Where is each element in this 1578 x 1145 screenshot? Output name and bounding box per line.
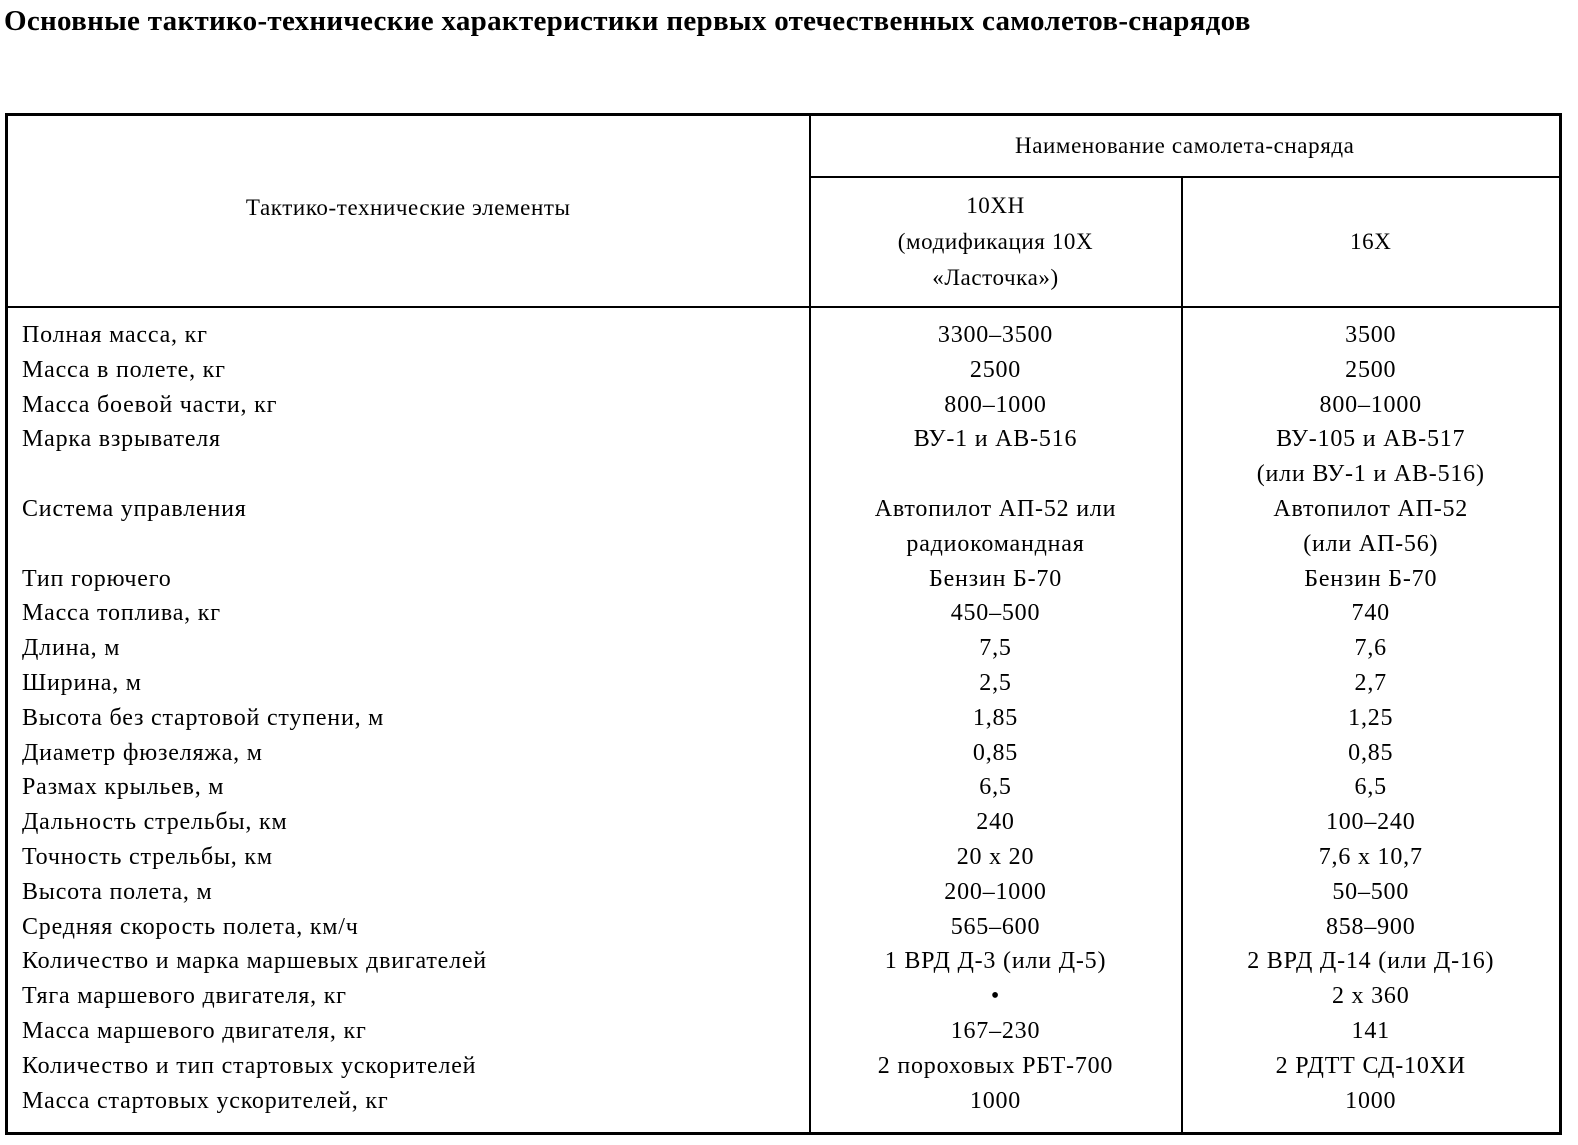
value-10xn bbox=[810, 805, 1182, 840]
table-row bbox=[7, 562, 1561, 597]
value-line: 6,5 bbox=[1354, 774, 1387, 801]
value-line: 7,6 х 10,7 bbox=[1318, 843, 1423, 870]
value-10xn bbox=[810, 1084, 1182, 1134]
value-16x bbox=[1182, 492, 1561, 562]
table-row bbox=[7, 422, 1561, 492]
value-10xn bbox=[810, 840, 1182, 875]
value-line: 0,85 bbox=[972, 739, 1019, 766]
value-line: 800–1000 bbox=[1319, 391, 1422, 418]
header-line: «Ласточка») bbox=[932, 265, 1059, 290]
value-line: 2,5 bbox=[979, 669, 1012, 696]
header-line: (модификация 10Х bbox=[897, 229, 1094, 254]
value-10xn bbox=[810, 562, 1182, 597]
value-10xn bbox=[810, 979, 1182, 1014]
value-line: 167–230 bbox=[950, 1017, 1041, 1044]
table-row bbox=[7, 353, 1561, 388]
table-row bbox=[7, 805, 1561, 840]
row-label: Количество и марка маршевых двигателей bbox=[7, 944, 810, 979]
row-label: Масса боевой части, кг bbox=[7, 388, 810, 423]
value-10xn bbox=[810, 770, 1182, 805]
value-line: 2 ВРД Д-14 (или Д-16) bbox=[1247, 948, 1495, 975]
value-line: 2 РДТТ СД-10ХИ bbox=[1275, 1052, 1466, 1079]
value-line: 800–1000 bbox=[944, 391, 1047, 418]
value-line: • bbox=[990, 983, 1001, 1010]
value-line: 740 bbox=[1351, 600, 1390, 627]
value-16x bbox=[1182, 666, 1561, 701]
value-10xn bbox=[810, 492, 1182, 562]
value-line: 100–240 bbox=[1325, 809, 1416, 836]
value-line: 1000 bbox=[1345, 1087, 1397, 1114]
value-line: Автопилот АП-52 или bbox=[874, 495, 1117, 522]
value-10xn bbox=[810, 701, 1182, 736]
value-16x bbox=[1182, 736, 1561, 771]
value-line: 2 пороховых РБТ-700 bbox=[877, 1052, 1114, 1079]
table-row bbox=[7, 1084, 1561, 1134]
value-10xn bbox=[810, 631, 1182, 666]
value-line: 20 х 20 bbox=[956, 843, 1035, 870]
value-line: 2 х 360 bbox=[1331, 983, 1410, 1010]
value-line: Бензин Б-70 bbox=[1304, 565, 1438, 592]
value-line: 858–900 bbox=[1325, 913, 1416, 940]
header-elements: Тактико-технические элементы bbox=[7, 115, 810, 308]
value-line: 565–600 bbox=[950, 913, 1041, 940]
table-row bbox=[7, 979, 1561, 1014]
value-16x bbox=[1182, 307, 1561, 353]
value-10xn bbox=[810, 1049, 1182, 1084]
row-label: Марка взрывателя bbox=[7, 422, 810, 492]
table-row bbox=[7, 631, 1561, 666]
row-label: Тип горючего bbox=[7, 562, 810, 597]
table-row bbox=[7, 736, 1561, 771]
value-line: 3300–3500 bbox=[937, 322, 1054, 348]
value-16x bbox=[1182, 944, 1561, 979]
row-label: Ширина, м bbox=[7, 666, 810, 701]
value-line: 2500 bbox=[969, 356, 1022, 383]
value-16x bbox=[1182, 910, 1561, 945]
row-label: Размах крыльев, м bbox=[7, 770, 810, 805]
row-label: Система управления bbox=[7, 492, 810, 562]
value-line: 2500 bbox=[1345, 356, 1397, 383]
value-16x bbox=[1182, 1049, 1561, 1084]
table-row bbox=[7, 492, 1561, 562]
value-10xn bbox=[810, 875, 1182, 910]
value-line: 450–500 bbox=[950, 600, 1041, 627]
row-label: Масса стартовых ускорителей, кг bbox=[7, 1084, 810, 1134]
value-line: 3500 bbox=[1345, 322, 1397, 348]
table-row bbox=[7, 910, 1561, 945]
table-row bbox=[7, 840, 1561, 875]
value-line: радиокомандная bbox=[906, 530, 1085, 557]
value-10xn bbox=[810, 307, 1182, 353]
row-label: Масса топлива, кг bbox=[7, 596, 810, 631]
header-line: 10ХН bbox=[966, 193, 1025, 218]
table-row bbox=[7, 388, 1561, 423]
row-label: Точность стрельбы, км bbox=[7, 840, 810, 875]
table-row bbox=[7, 875, 1561, 910]
row-label: Диаметр фюзеляжа, м bbox=[7, 736, 810, 771]
row-label: Масса маршевого двигателя, кг bbox=[7, 1014, 810, 1049]
value-10xn bbox=[810, 596, 1182, 631]
table-row bbox=[7, 1049, 1561, 1084]
table-row bbox=[7, 307, 1561, 353]
value-line: 6,5 bbox=[979, 774, 1012, 801]
value-line: 141 bbox=[1351, 1017, 1390, 1044]
value-line: 1 ВРД Д-3 (или Д-5) bbox=[884, 948, 1107, 975]
row-label: Количество и тип стартовых ускорителей bbox=[7, 1049, 810, 1084]
value-16x bbox=[1182, 631, 1561, 666]
row-label: Масса в полете, кг bbox=[7, 353, 810, 388]
value-line: Автопилот АП-52 bbox=[1273, 495, 1469, 522]
value-16x bbox=[1182, 701, 1561, 736]
row-label: Тяга маршевого двигателя, кг bbox=[7, 979, 810, 1014]
value-16x bbox=[1182, 562, 1561, 597]
value-16x bbox=[1182, 596, 1561, 631]
value-line: (или АП-56) bbox=[1303, 530, 1439, 557]
header-name-group: Наименование самолета-снаряда bbox=[810, 115, 1561, 178]
value-line: 1,25 bbox=[1348, 704, 1394, 731]
row-label: Длина, м bbox=[7, 631, 810, 666]
value-10xn bbox=[810, 736, 1182, 771]
value-16x bbox=[1182, 979, 1561, 1014]
row-label: Средняя скорость полета, км/ч bbox=[7, 910, 810, 945]
value-10xn bbox=[810, 388, 1182, 423]
specs-table bbox=[5, 113, 1562, 1135]
table-body bbox=[7, 307, 1561, 1134]
value-10xn bbox=[810, 944, 1182, 979]
value-10xn bbox=[810, 910, 1182, 945]
value-16x bbox=[1182, 1014, 1561, 1049]
value-10xn bbox=[810, 666, 1182, 701]
table-row bbox=[7, 666, 1561, 701]
value-10xn bbox=[810, 1014, 1182, 1049]
row-label: Дальность стрельбы, км bbox=[7, 805, 810, 840]
value-16x bbox=[1182, 422, 1561, 492]
table-row bbox=[7, 596, 1561, 631]
header-col-16x: 16Х bbox=[1182, 177, 1561, 307]
row-label: Полная масса, кг bbox=[7, 307, 810, 353]
value-line: 7,5 bbox=[979, 635, 1012, 662]
table-title: Основные тактико-технические характеристики первых отечественных самолетов-снарядов bbox=[4, 5, 1251, 37]
value-16x bbox=[1182, 805, 1561, 840]
value-line: 200–1000 bbox=[944, 878, 1047, 905]
value-line: 50–500 bbox=[1332, 878, 1410, 905]
table-row bbox=[7, 1014, 1561, 1049]
table-row bbox=[7, 944, 1561, 979]
table-row bbox=[7, 701, 1561, 736]
value-16x bbox=[1182, 353, 1561, 388]
row-label: Высота без стартовой ступени, м bbox=[7, 701, 810, 736]
header-col-10xn bbox=[810, 177, 1182, 307]
value-line: 7,6 bbox=[1354, 635, 1387, 662]
value-16x bbox=[1182, 388, 1561, 423]
value-line: ВУ-105 и АВ-517 bbox=[1276, 426, 1466, 453]
value-line: 240 bbox=[976, 809, 1015, 836]
value-10xn bbox=[810, 353, 1182, 388]
value-line: 2,7 bbox=[1354, 669, 1387, 696]
value-line: 1000 bbox=[969, 1087, 1022, 1114]
value-16x bbox=[1182, 770, 1561, 805]
row-label: Высота полета, м bbox=[7, 875, 810, 910]
value-line: Бензин Б-70 bbox=[928, 565, 1063, 592]
value-16x bbox=[1182, 840, 1561, 875]
table-row bbox=[7, 770, 1561, 805]
value-line: ВУ-1 и АВ-516 bbox=[913, 426, 1078, 453]
value-16x bbox=[1182, 1084, 1561, 1134]
value-line: 1,85 bbox=[972, 704, 1019, 731]
value-line: 0,85 bbox=[1348, 739, 1394, 766]
value-line: (или ВУ-1 и АВ-516) bbox=[1256, 461, 1485, 488]
value-10xn bbox=[810, 422, 1182, 492]
value-16x bbox=[1182, 875, 1561, 910]
